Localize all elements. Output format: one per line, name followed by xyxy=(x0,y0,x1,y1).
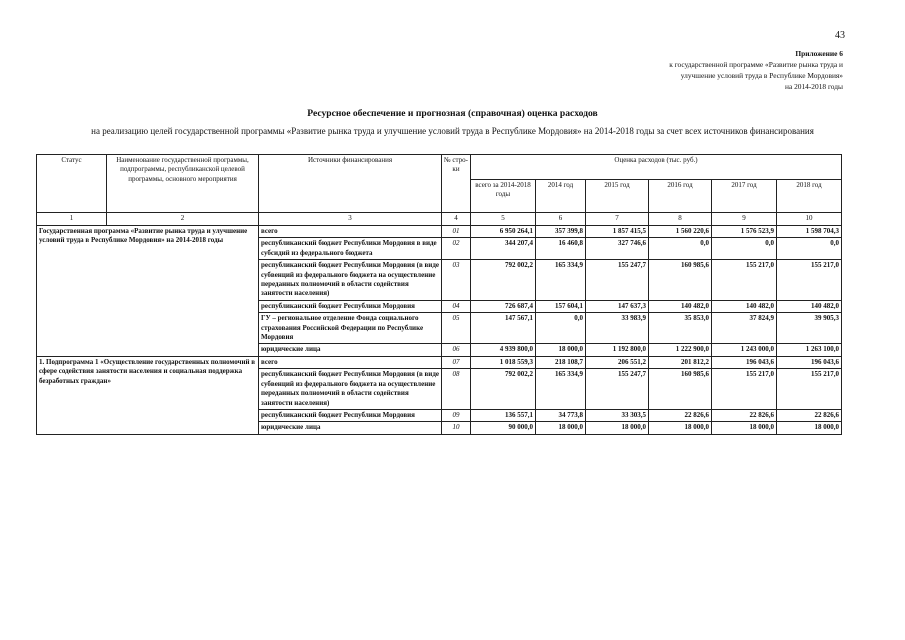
column-index: 8 xyxy=(649,213,712,226)
amount-cell-y2015: 1 192 800,0 xyxy=(586,344,649,356)
amount-cell-total: 792 002,2 xyxy=(471,369,536,410)
amount-cell-total: 792 002,2 xyxy=(471,260,536,301)
amount-cell-y2015: 33 303,5 xyxy=(586,409,649,421)
page-number: 43 xyxy=(835,30,845,41)
amount-cell-y2017: 196 043,6 xyxy=(712,356,777,368)
table-row xyxy=(37,226,842,238)
amount-cell-y2017: 0,0 xyxy=(712,238,777,260)
column-index-row xyxy=(37,213,842,226)
header-2015: 2015 год xyxy=(586,180,649,213)
amount-cell-y2016: 0,0 xyxy=(649,238,712,260)
header-2018: 2018 год xyxy=(777,180,842,213)
amount-cell-y2016: 160 985,6 xyxy=(649,369,712,410)
amount-cell-y2014: 157 604,1 xyxy=(536,300,586,312)
row-number-cell: 02 xyxy=(442,238,471,260)
amount-cell-y2014: 165 334,9 xyxy=(536,369,586,410)
amount-cell-y2015: 18 000,0 xyxy=(586,422,649,434)
document-subtitle: на реализацию целей государственной программы «Развитие рынка труда и улучшение условий труда в Республике Мордовия» на 2014-2018 годы за счет всех источников финансирования xyxy=(91,126,814,136)
header-sources: Источники финансирования xyxy=(259,155,442,213)
column-index: 3 xyxy=(259,213,442,226)
row-number-cell: 08 xyxy=(442,369,471,410)
row-number-cell: 06 xyxy=(442,344,471,356)
amount-cell-y2018: 1 263 100,0 xyxy=(777,344,842,356)
amount-cell-y2015: 327 746,6 xyxy=(586,238,649,260)
amount-cell-y2018: 155 217,0 xyxy=(777,260,842,301)
amount-cell-y2014: 16 460,8 xyxy=(536,238,586,260)
program-status-cell: Государственная программа «Развитие рынка труда и улучшение условий труда в Республике Мордовия» на 2014-2018 годы xyxy=(37,226,259,357)
amount-cell-y2014: 18 000,0 xyxy=(536,422,586,434)
row-number-cell: 10 xyxy=(442,422,471,434)
amount-cell-total: 6 950 264,1 xyxy=(471,226,536,238)
funding-source-cell: юридические лица xyxy=(259,344,442,356)
amount-cell-y2014: 0,0 xyxy=(536,313,586,344)
header-status: Статус xyxy=(37,155,107,213)
amount-cell-total: 726 687,4 xyxy=(471,300,536,312)
header-2014: 2014 год xyxy=(536,180,586,213)
amount-cell-y2018: 155 217,0 xyxy=(777,369,842,410)
column-index: 4 xyxy=(442,213,471,226)
header-name: Наименование государственной программы, подпрограммы, республиканской целевой программы, основного мероприятия xyxy=(107,155,259,213)
financing-table xyxy=(36,154,842,435)
program-status-cell: 1. Подпрограмма 1 «Осуществление государственных полномочий в сфере содействия занятости населения и социальная поддержка безработных граждан» xyxy=(37,356,259,434)
header-2016: 2016 год xyxy=(649,180,712,213)
row-number-cell: 09 xyxy=(442,409,471,421)
appendix-line: к государственной программе «Развитие рынка труда и xyxy=(669,60,843,69)
amount-cell-y2015: 155 247,7 xyxy=(586,260,649,301)
amount-cell-y2015: 147 637,3 xyxy=(586,300,649,312)
row-number-cell: 07 xyxy=(442,356,471,368)
funding-source-cell: республиканский бюджет Республики Мордовия xyxy=(259,409,442,421)
amount-cell-y2015: 155 247,7 xyxy=(586,369,649,410)
amount-cell-total: 344 207,4 xyxy=(471,238,536,260)
row-number-cell: 03 xyxy=(442,260,471,301)
amount-cell-y2018: 18 000,0 xyxy=(777,422,842,434)
row-number-cell: 05 xyxy=(442,313,471,344)
header-estimate: Оценка расходов (тыс. руб.) xyxy=(471,155,842,180)
amount-cell-y2016: 1 222 900,0 xyxy=(649,344,712,356)
appendix-line: на 2014-2018 годы xyxy=(784,82,843,91)
header-rownum: № стро-ки xyxy=(442,155,471,213)
amount-cell-y2017: 1 243 000,0 xyxy=(712,344,777,356)
column-index: 1 xyxy=(37,213,107,226)
appendix-title: Приложение 6 xyxy=(795,49,843,58)
row-number-cell: 01 xyxy=(442,226,471,238)
amount-cell-y2014: 34 773,8 xyxy=(536,409,586,421)
amount-cell-total: 4 939 800,0 xyxy=(471,344,536,356)
appendix-header xyxy=(583,48,843,92)
amount-cell-y2016: 35 853,0 xyxy=(649,313,712,344)
funding-source-cell: ГУ – региональное отделение Фонда социального страхования Российской Федерации по Республике Мордовия xyxy=(259,313,442,344)
amount-cell-y2014: 18 000,0 xyxy=(536,344,586,356)
header-2017: 2017 год xyxy=(712,180,777,213)
column-index: 6 xyxy=(536,213,586,226)
funding-source-cell: республиканский бюджет Республики Мордовия (в виде субвенций из федерального бюджета на осуществление переданных полномочий в области содействия занятости населения) xyxy=(259,260,442,301)
amount-cell-y2014: 357 399,8 xyxy=(536,226,586,238)
column-index: 10 xyxy=(777,213,842,226)
amount-cell-y2017: 37 824,9 xyxy=(712,313,777,344)
amount-cell-y2016: 18 000,0 xyxy=(649,422,712,434)
column-index: 2 xyxy=(107,213,259,226)
amount-cell-y2018: 1 598 704,3 xyxy=(777,226,842,238)
amount-cell-total: 90 000,0 xyxy=(471,422,536,434)
funding-source-cell: республиканский бюджет Республики Мордовия xyxy=(259,300,442,312)
funding-source-cell: республиканский бюджет Республики Мордовия (в виде субвенций из федерального бюджета на осуществление переданных полномочий в области содействия занятости населения) xyxy=(259,369,442,410)
amount-cell-y2018: 0,0 xyxy=(777,238,842,260)
row-number-cell: 04 xyxy=(442,300,471,312)
appendix-line: улучшение условий труда в Республике Мордовия» xyxy=(680,71,843,80)
column-index: 9 xyxy=(712,213,777,226)
amount-cell-y2016: 160 985,6 xyxy=(649,260,712,301)
document-title: Ресурсное обеспечение и прогнозная (справочная) оценка расходов xyxy=(307,108,598,119)
amount-cell-total: 147 567,1 xyxy=(471,313,536,344)
amount-cell-y2017: 140 482,0 xyxy=(712,300,777,312)
funding-source-cell: юридические лица xyxy=(259,422,442,434)
amount-cell-y2017: 18 000,0 xyxy=(712,422,777,434)
amount-cell-total: 136 557,1 xyxy=(471,409,536,421)
funding-source-cell: всего xyxy=(259,356,442,368)
amount-cell-y2015: 33 983,9 xyxy=(586,313,649,344)
amount-cell-y2016: 201 812,2 xyxy=(649,356,712,368)
funding-source-cell: всего xyxy=(259,226,442,238)
header-row xyxy=(37,155,842,180)
amount-cell-y2018: 39 905,3 xyxy=(777,313,842,344)
amount-cell-y2016: 140 482,0 xyxy=(649,300,712,312)
amount-cell-y2015: 206 551,2 xyxy=(586,356,649,368)
column-index: 7 xyxy=(586,213,649,226)
funding-source-cell: республиканский бюджет Республики Мордовия в виде субсидий из федерального бюджета xyxy=(259,238,442,260)
amount-cell-y2017: 22 826,6 xyxy=(712,409,777,421)
table-row xyxy=(37,356,842,368)
amount-cell-total: 1 018 559,3 xyxy=(471,356,536,368)
amount-cell-y2014: 165 334,9 xyxy=(536,260,586,301)
amount-cell-y2017: 1 576 523,9 xyxy=(712,226,777,238)
header-total: всего за 2014-2018 годы xyxy=(471,180,536,213)
column-index: 5 xyxy=(471,213,536,226)
amount-cell-y2014: 218 108,7 xyxy=(536,356,586,368)
amount-cell-y2018: 140 482,0 xyxy=(777,300,842,312)
amount-cell-y2016: 1 560 220,6 xyxy=(649,226,712,238)
amount-cell-y2018: 22 826,6 xyxy=(777,409,842,421)
amount-cell-y2015: 1 857 415,5 xyxy=(586,226,649,238)
amount-cell-y2018: 196 043,6 xyxy=(777,356,842,368)
amount-cell-y2017: 155 217,0 xyxy=(712,369,777,410)
amount-cell-y2017: 155 217,0 xyxy=(712,260,777,301)
amount-cell-y2016: 22 826,6 xyxy=(649,409,712,421)
